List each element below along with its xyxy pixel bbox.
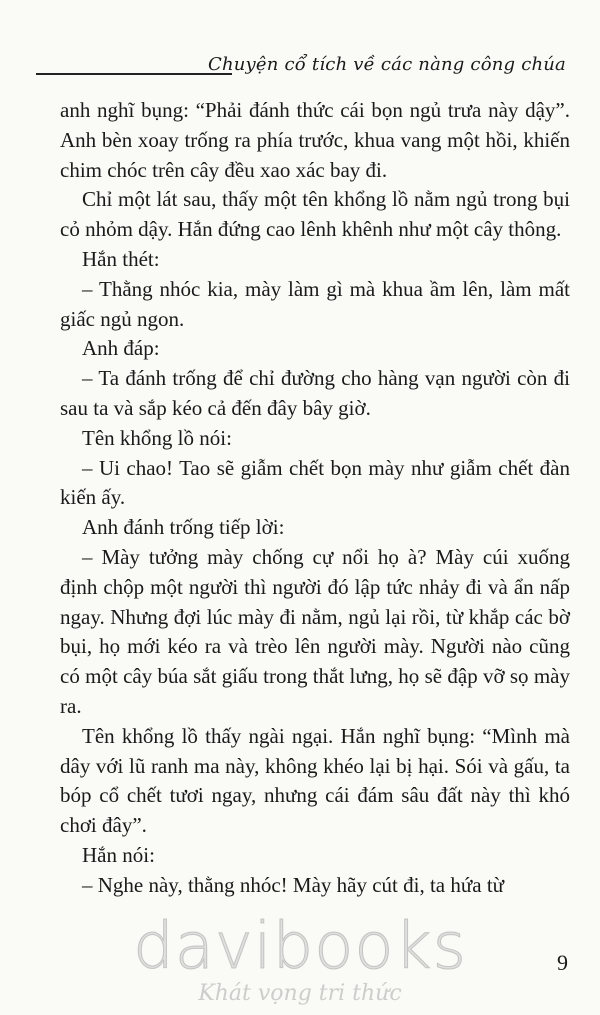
paragraph: – Mày tưởng mày chống cự nổi họ à? Mày cúi xuống định chộp một người thì người đó lập tức nhảy đi và ẩn nấp ngay. Nhưng đợi lúc mày đi nằm, ngủ lại rồi, từ khắp các bờ bụi, họ mới kéo ra và trèo lên người mày. Người nào cũng có một cây búa sắt giấu trong thắt lưng, họ sẽ đập vỡ sọ mày ra. [60,544,570,718]
watermark-tagline: Khát vọng tri thức [198,981,402,1006]
running-header [36,50,566,84]
page-number: 9 [557,950,568,975]
paragraph: Anh đáp: [82,336,160,361]
book-title: Chuyện cổ tích về các nàng công chúa [208,54,566,75]
story-text [60,96,570,901]
paragraph: anh nghĩ bụng: “Phải đánh thức cái bọn ngủ trưa này dậy”. Anh bèn xoay trống ra phía trước, khua vang một hồi, khiến chim chóc trên cây đều xao xác bay đi. [60,98,570,182]
paragraph: Hắn thét: [82,246,160,271]
paragraph: Tên khổng lồ nói: [82,425,232,450]
paragraph: Hắn nói: [82,842,155,867]
paragraph: – Ui chao! Tao sẽ giẫm chết bọn mày như giẫm chết đàn kiến ấy. [60,455,570,510]
paragraph: – Nghe này, thằng nhóc! Mày hãy cút đi, ta hứa từ [82,872,505,897]
paragraph: – Ta đánh trống để chỉ đường cho hàng vạn người còn đi sau ta và sắp kéo cả đến đây bây giờ. [60,366,570,420]
paragraph: – Thằng nhóc kia, mày làm gì mà khua ầm lên, làm mất giấc ngủ ngon. [60,276,570,331]
watermark-logo: davibooks [133,910,467,984]
publisher-watermark [120,910,480,1011]
paragraph: Tên khổng lồ thấy ngài ngại. Hắn nghĩ bụng: “Mình mà dây với lũ ranh ma này, không khéo lại bị hại. Sói và gấu, ta bóp cổ chết tươi ngay, nhưng cái đám sâu đất này thì khó chơi đây”. [60,723,570,838]
header-rule [36,73,232,75]
paragraph: Chỉ một lát sau, thấy một tên khổng lồ nằm ngủ trong bụi cỏ nhỏm dậy. Hắn đứng cao lênh khênh như một cây thông. [60,187,570,242]
paragraph: Anh đánh trống tiếp lời: [82,515,285,540]
